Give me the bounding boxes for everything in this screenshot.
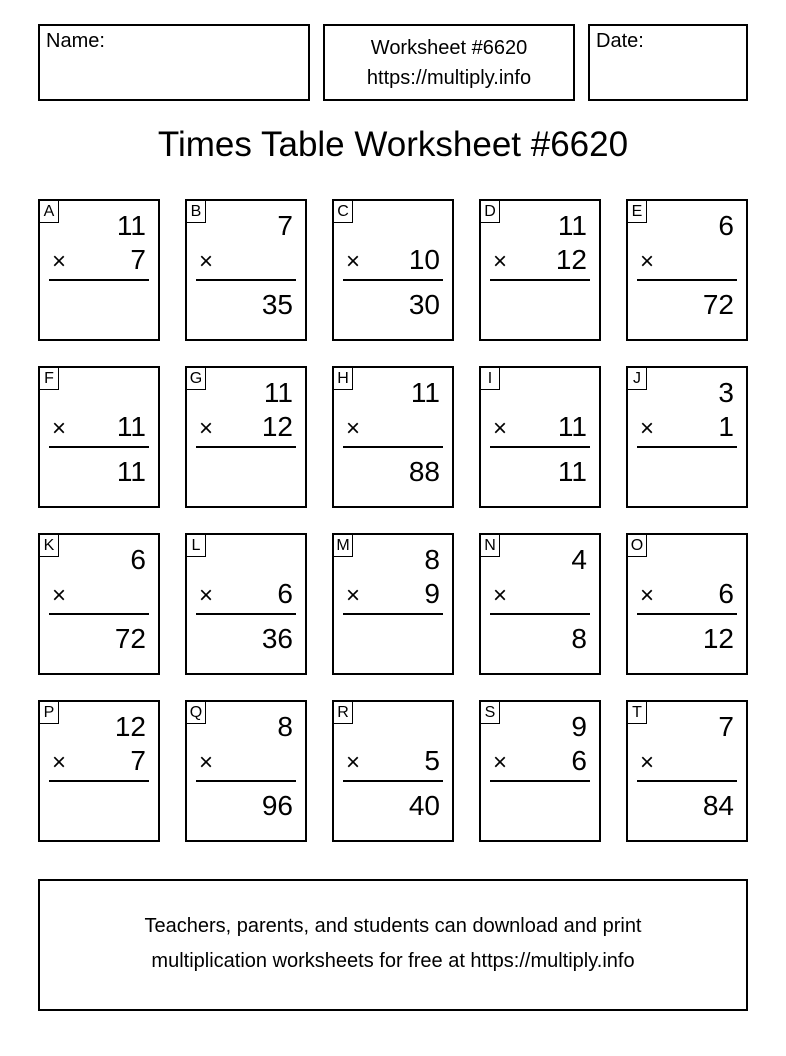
product: 36 <box>261 623 293 654</box>
multiplier: 6 <box>277 578 293 609</box>
problem-card-a <box>38 199 160 341</box>
problem-label: O <box>628 535 647 557</box>
answer-line <box>637 446 737 448</box>
page-title: Times Table Worksheet #6620 <box>157 125 629 164</box>
times-symbol: × <box>346 749 361 776</box>
problem-label: H <box>334 368 353 390</box>
problem-card-t <box>626 700 748 842</box>
date-label: Date: <box>596 30 644 52</box>
product: 96 <box>261 790 293 821</box>
problem-label: J <box>628 368 647 390</box>
multiplicand: 7 <box>718 711 734 742</box>
multiplicand: 12 <box>114 711 146 742</box>
problem-label: R <box>334 702 353 724</box>
date-box <box>588 24 748 101</box>
problem-card-g <box>185 366 307 508</box>
times-symbol: × <box>346 582 361 609</box>
times-symbol: × <box>493 749 508 776</box>
times-symbol: × <box>640 248 655 275</box>
multiplier: 7 <box>130 745 146 776</box>
multiplicand: 6 <box>130 544 146 575</box>
problem-card-o <box>626 533 748 675</box>
answer-line <box>490 780 590 782</box>
problem-label: Q <box>187 702 206 724</box>
worksheet-url: https://multiply.info <box>366 67 532 89</box>
footer-line-2: multiplication worksheets for free at https://multiply.info <box>151 950 635 972</box>
times-symbol: × <box>640 415 655 442</box>
times-symbol: × <box>346 415 361 442</box>
multiplicand: 3 <box>718 377 734 408</box>
answer-line <box>343 613 443 615</box>
times-symbol: × <box>52 248 67 275</box>
problem-card-f <box>38 366 160 508</box>
product: 30 <box>408 289 440 320</box>
multiplier: 12 <box>261 411 293 442</box>
multiplicand: 11 <box>116 210 146 241</box>
multiplier: 12 <box>555 244 587 275</box>
multiplicand: 4 <box>571 544 587 575</box>
problem-card-m <box>332 533 454 675</box>
problem-label: K <box>40 535 59 557</box>
times-symbol: × <box>346 248 361 275</box>
problem-card-e <box>626 199 748 341</box>
product: 40 <box>408 790 440 821</box>
problem-card-p <box>38 700 160 842</box>
answer-line <box>49 613 149 615</box>
name-label: Name: <box>46 30 105 52</box>
times-symbol: × <box>640 749 655 776</box>
answer-line <box>49 446 149 448</box>
multiplier: 1 <box>718 411 734 442</box>
product: 8 <box>571 623 587 654</box>
name-box <box>38 24 310 101</box>
problem-card-i <box>479 366 601 508</box>
product: 11 <box>116 456 146 487</box>
answer-line <box>49 780 149 782</box>
worksheet-number: Worksheet #6620 <box>370 37 528 59</box>
multiplier: 6 <box>571 745 587 776</box>
multiplier: 11 <box>557 411 587 442</box>
product: 35 <box>261 289 293 320</box>
answer-line <box>637 613 737 615</box>
problem-card-r <box>332 700 454 842</box>
answer-line <box>49 279 149 281</box>
product: 72 <box>114 623 146 654</box>
worksheet-id-box <box>323 24 575 101</box>
problem-card-s <box>479 700 601 842</box>
problem-label: B <box>187 201 206 223</box>
product: 12 <box>702 623 734 654</box>
problem-card-h <box>332 366 454 508</box>
multiplier: 7 <box>130 244 146 275</box>
problem-label: N <box>481 535 500 557</box>
problem-label: P <box>40 702 59 724</box>
times-symbol: × <box>493 415 508 442</box>
problem-label: T <box>628 702 647 724</box>
multiplicand: 9 <box>571 711 587 742</box>
answer-line <box>490 613 590 615</box>
problem-card-l <box>185 533 307 675</box>
problem-label: F <box>40 368 59 390</box>
multiplicand: 7 <box>277 210 293 241</box>
footer-box <box>38 879 748 1011</box>
multiplier: 9 <box>424 578 440 609</box>
answer-line <box>490 279 590 281</box>
problem-card-j <box>626 366 748 508</box>
times-symbol: × <box>493 582 508 609</box>
product: 72 <box>702 289 734 320</box>
problem-card-k <box>38 533 160 675</box>
product: 88 <box>408 456 440 487</box>
problem-card-n <box>479 533 601 675</box>
problem-card-b <box>185 199 307 341</box>
answer-line <box>343 446 443 448</box>
times-symbol: × <box>52 749 67 776</box>
product: 11 <box>557 456 587 487</box>
footer-line-1: Teachers, parents, and students can download and print <box>144 915 642 937</box>
answer-line <box>196 613 296 615</box>
problem-label: D <box>481 201 500 223</box>
problem-label: I <box>481 368 500 390</box>
problem-label: C <box>334 201 353 223</box>
product: 84 <box>702 790 734 821</box>
multiplicand: 8 <box>424 544 440 575</box>
multiplicand: 11 <box>410 377 440 408</box>
times-symbol: × <box>52 415 67 442</box>
problem-label: M <box>334 535 353 557</box>
answer-line <box>196 279 296 281</box>
times-symbol: × <box>199 248 214 275</box>
problem-card-d <box>479 199 601 341</box>
times-symbol: × <box>52 582 67 609</box>
times-symbol: × <box>493 248 508 275</box>
answer-line <box>637 279 737 281</box>
problem-label: S <box>481 702 500 724</box>
answer-line <box>343 279 443 281</box>
answer-line <box>196 780 296 782</box>
multiplier: 5 <box>424 745 440 776</box>
multiplicand: 8 <box>277 711 293 742</box>
problem-card-c <box>332 199 454 341</box>
multiplicand: 11 <box>263 377 293 408</box>
answer-line <box>637 780 737 782</box>
problem-label: L <box>187 535 206 557</box>
multiplicand: 6 <box>718 210 734 241</box>
problem-label: E <box>628 201 647 223</box>
answer-line <box>196 446 296 448</box>
answer-line <box>343 780 443 782</box>
multiplier: 10 <box>408 244 440 275</box>
times-symbol: × <box>199 582 214 609</box>
problem-card-q <box>185 700 307 842</box>
multiplier: 6 <box>718 578 734 609</box>
times-symbol: × <box>640 582 655 609</box>
answer-line <box>490 446 590 448</box>
multiplier: 11 <box>116 411 146 442</box>
problem-label: G <box>187 368 206 390</box>
problem-label: A <box>40 201 59 223</box>
times-symbol: × <box>199 415 214 442</box>
times-symbol: × <box>199 749 214 776</box>
multiplicand: 11 <box>557 210 587 241</box>
